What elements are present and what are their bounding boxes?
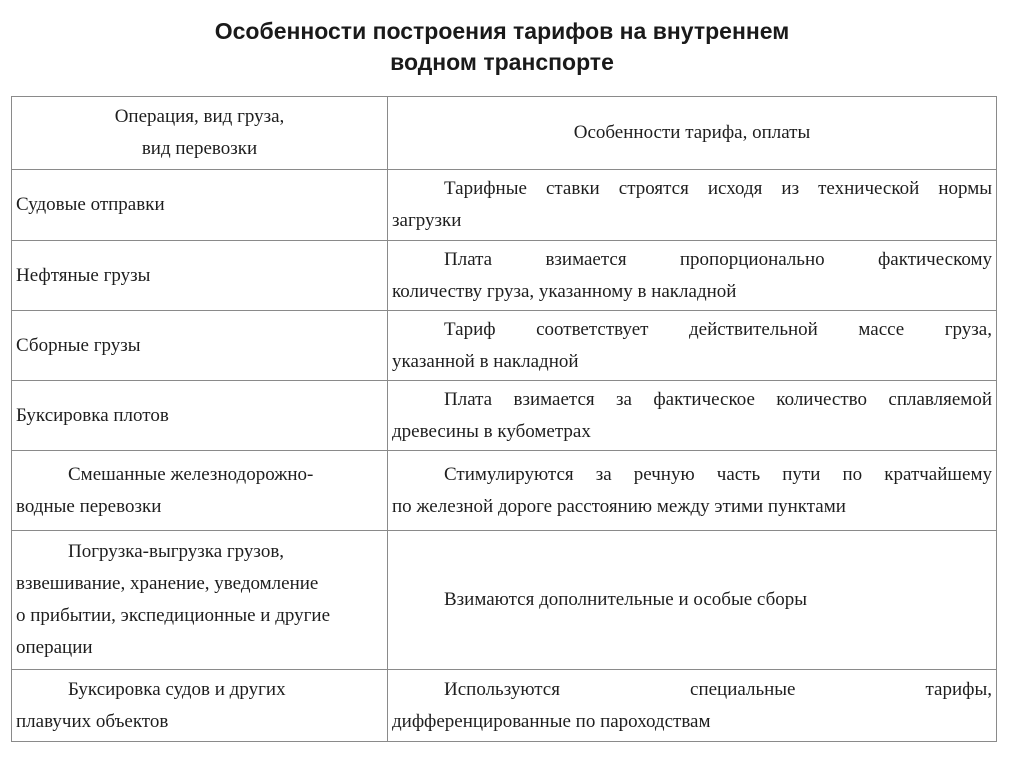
cell-operation-line-3: о прибытии, экспедиционные и другие (16, 605, 331, 626)
table-row (12, 451, 997, 531)
cell-features-line-2: древесины в кубометрах (392, 420, 591, 442)
page-title-line-2: водном транспорте (390, 49, 614, 75)
cell-operation-line-1: Погрузка-выгрузка грузов, (68, 541, 285, 562)
cell-features (388, 451, 997, 531)
header-operation (12, 97, 388, 170)
cell-operation: Нефтяные грузы (12, 241, 388, 311)
table-row (12, 170, 997, 241)
table-row (12, 531, 997, 670)
cell-operation-line-2: плавучих объектов (16, 710, 169, 732)
cell-features (388, 670, 997, 742)
cell-operation-line-4: операции (16, 637, 93, 658)
cell-features (388, 381, 997, 451)
cell-operation-line-2: взвешивание, хранение, уведомление (16, 573, 319, 594)
cell-features-text: Взимаются дополнительные и особые сборы (444, 589, 808, 610)
cell-features-line-2: загрузки (392, 210, 462, 231)
cell-features-line-1: Плата взимается пропорционально фактическому (444, 248, 992, 270)
cell-features-line-2: по железной дороге расстоянию между этими пунктами (392, 495, 846, 517)
cell-operation: Сборные грузы (12, 311, 388, 381)
cell-operation-line-1: Смешанные железнодорожно- (68, 463, 314, 485)
table-row (12, 311, 997, 381)
cell-operation (12, 531, 388, 670)
cell-features (388, 311, 997, 381)
cell-operation: Судовые отправки (12, 170, 388, 241)
cell-operation (12, 451, 388, 531)
cell-features-line-1: Используются специальные тарифы, (444, 678, 992, 700)
cell-features (388, 531, 997, 670)
cell-features-line-2: дифференцированные по пароходствам (392, 710, 711, 732)
page-title (0, 16, 1004, 78)
header-features: Особенности тарифа, оплаты (388, 97, 997, 170)
cell-features (388, 170, 997, 241)
table-header-row (12, 97, 997, 170)
cell-features-line-2: количеству груза, указанному в накладной (392, 280, 737, 302)
cell-operation (12, 670, 388, 742)
tariff-table (11, 96, 997, 742)
cell-operation-line-2: водные перевозки (16, 495, 162, 517)
table-row (12, 670, 997, 742)
page-title-line-1: Особенности построения тарифов на внутреннем (214, 18, 790, 44)
table-row (12, 241, 997, 311)
cell-features-line-1: Тариф соответствует действительной массе груза, (444, 318, 992, 340)
cell-features-line-1: Тарифные ставки строятся исходя из технической нормы (444, 178, 992, 199)
header-operation-line-2: вид перевозки (141, 138, 258, 159)
cell-features-line-1: Стимулируются за речную часть пути по кратчайшему (444, 463, 992, 485)
cell-features-line-1: Плата взимается за фактическое количество сплавляемой (444, 388, 992, 410)
cell-features-line-2: указанной в накладной (392, 350, 579, 372)
table-row (12, 381, 997, 451)
cell-operation-line-1: Буксировка судов и других (68, 678, 286, 700)
cell-operation: Буксировка плотов (12, 381, 388, 451)
header-operation-line-1: Операция, вид груза, (114, 106, 285, 127)
cell-features (388, 241, 997, 311)
